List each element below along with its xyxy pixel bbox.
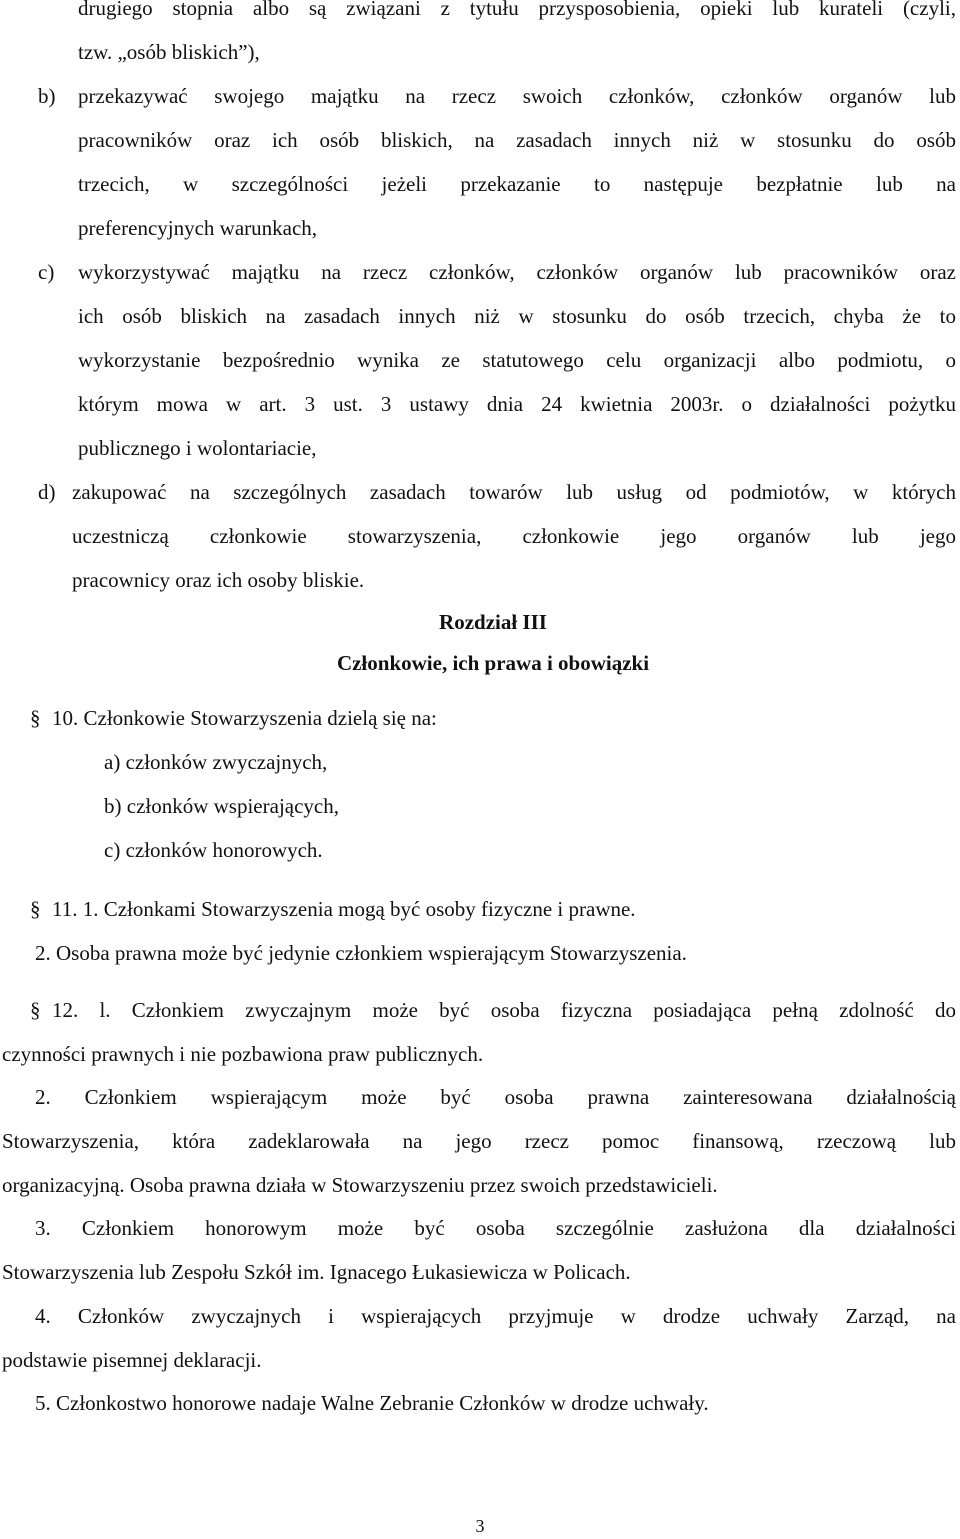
text-line: Stowarzyszenia lub Zespołu Szkół im. Ignacego Łukasiewicza w Policach. xyxy=(2,1260,631,1284)
text-line: 4. Członków zwyczajnych i wspierających przyjmuje w drodze uchwały Zarząd, na xyxy=(35,1304,956,1328)
text-line: organizacyjną. Osoba prawna działa w Stowarzyszeniu przez swoich przedstawicieli. xyxy=(2,1173,718,1197)
text-line: publicznego i wolontariacie, xyxy=(78,436,317,460)
text-line: preferencyjnych warunkach, xyxy=(78,216,318,240)
chapter-number: Rozdział III xyxy=(439,610,547,634)
text-line: 2. Członkiem wspierającym może być osoba prawna zainteresowana działalnością xyxy=(35,1085,956,1109)
text-line: czynności prawnych i nie pozbawiona praw publicznych. xyxy=(2,1042,484,1066)
text-line: pracowników oraz ich osób bliskich, na zasadach innych niż w stosunku do osób xyxy=(78,128,956,152)
list-item: c) członków honorowych. xyxy=(104,838,323,862)
text-line: wykorzystanie bezpośrednio wynika ze statutowego celu organizacji albo podmiotu, o xyxy=(78,348,956,372)
text-line: Stowarzyszenia, która zadeklarowała na jego rzecz pomoc finansową, rzeczową lub xyxy=(2,1129,956,1153)
text-line: ich osób bliskich na zasadach innych niż w stosunku do osób trzecich, chyba że to xyxy=(78,304,956,328)
text-line: zakupować na szczególnych zasadach towarów lub usług od podmiotów, w których xyxy=(72,480,956,504)
text-line: 2. Osoba prawna może być jedynie członkiem wspierającym Stowarzyszenia. xyxy=(35,941,687,965)
text-line: podstawie pisemnej deklaracji. xyxy=(2,1348,262,1372)
list-marker-c: c) xyxy=(38,260,55,284)
text-line: wykorzystywać majątku na rzecz członków, członków organów lub pracowników oraz xyxy=(78,260,956,284)
paragraph-11: 11. 1. Członkami Stowarzyszenia mogą być osoby fizyczne i prawne. xyxy=(52,897,636,921)
list-item: a) członków zwyczajnych, xyxy=(104,750,328,774)
section-symbol: § xyxy=(30,998,41,1022)
list-item: b) członków wspierających, xyxy=(104,794,339,818)
section-symbol: § xyxy=(30,706,41,730)
text-line: trzecich, w szczególności jeżeli przekazanie to następuje bezpłatnie lub na xyxy=(78,172,956,196)
paragraph-12: 12. l. Członkiem zwyczajnym może być osoba fizyczna posiadająca pełną zdolność do xyxy=(52,998,956,1022)
chapter-title: Członkowie, ich prawa i obowiązki xyxy=(336,651,650,675)
section-symbol: § xyxy=(30,897,41,921)
text-line: drugiego stopnia albo są związani z tytułu przysposobienia, opieki lub kurateli (czyli, xyxy=(78,0,956,20)
list-marker-b: b) xyxy=(38,84,56,108)
page-number: 3 xyxy=(475,1516,485,1536)
paragraph-10: 10. Członkowie Stowarzyszenia dzielą się na: xyxy=(52,706,437,730)
text-line: tzw. „osób bliskich”), xyxy=(78,40,260,64)
text-line: 5. Członkostwo honorowe nadaje Walne Zebranie Członków w drodze uchwały. xyxy=(35,1391,709,1415)
text-line: przekazywać swojego majątku na rzecz swoich członków, członków organów lub xyxy=(78,84,956,108)
text-line: uczestniczą członkowie stowarzyszenia, członkowie jego organów lub jego xyxy=(72,524,956,548)
list-marker-d: d) xyxy=(38,480,56,504)
text-line: którym mowa w art. 3 ust. 3 ustawy dnia 24 kwietnia 2003r. o działalności pożytku xyxy=(78,392,956,416)
text-line: 3. Członkiem honorowym może być osoba szczególnie zasłużona dla działalności xyxy=(35,1216,956,1240)
text-line: pracownicy oraz ich osoby bliskie. xyxy=(72,568,365,592)
